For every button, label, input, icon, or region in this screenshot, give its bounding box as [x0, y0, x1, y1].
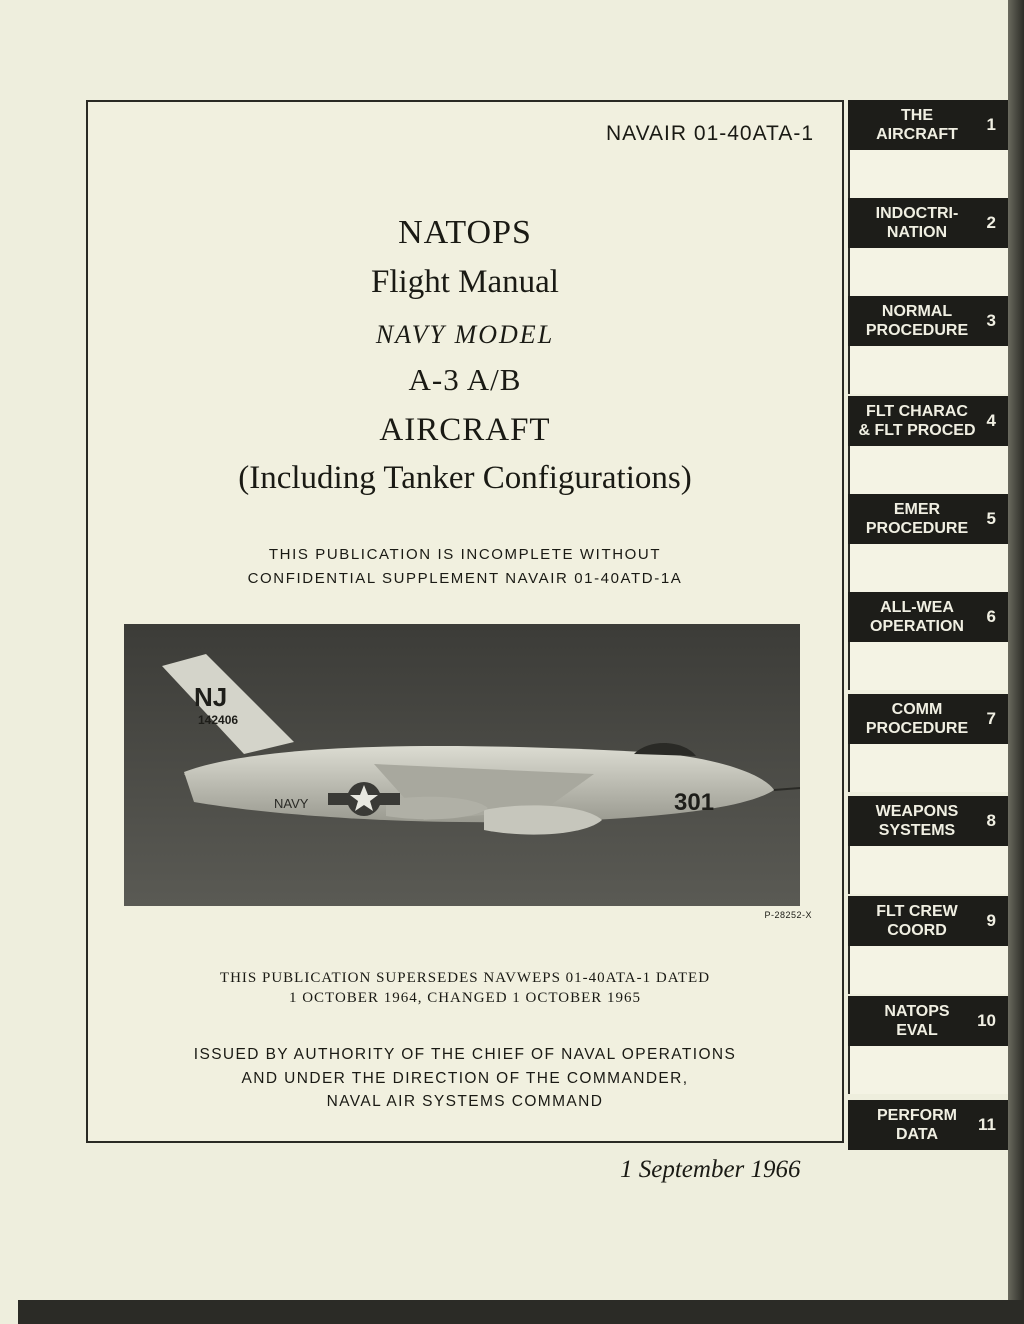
tab-comm-procedure[interactable]: COMM PROCEDURE 7: [848, 694, 1008, 744]
supersedes-line-2: 1 OCTOBER 1964, CHANGED 1 OCTOBER 1965: [288, 990, 642, 1006]
tab-weapons-systems[interactable]: WEAPONS SYSTEMS 8: [848, 796, 1008, 846]
manual-cover: [86, 100, 844, 1143]
tab-the-aircraft[interactable]: THE AIRCRAFT 1: [848, 100, 1008, 150]
aircraft-photo: [124, 624, 800, 906]
title-model-designation: A-3 A/B: [408, 362, 522, 397]
issued-line-3: NAVAL AIR SYSTEMS COMMAND: [326, 1093, 604, 1110]
notice-line-1: THIS PUBLICATION IS INCOMPLETE WITHOUT: [268, 546, 662, 563]
page-edge-right: [1008, 0, 1024, 1324]
document-number: NAVAIR 01-40ATA-1: [605, 122, 814, 145]
title-flight-manual: Flight Manual: [371, 264, 559, 300]
notice-line-2: CONFIDENTIAL SUPPLEMENT NAVAIR 01-40ATD-1A: [247, 570, 683, 587]
tab-performance-data[interactable]: PERFORM DATA 11: [848, 1100, 1008, 1150]
page-edge-bottom: [18, 1300, 1024, 1324]
title-navy-model: NAVY MODEL: [375, 320, 555, 349]
tab-flight-characteristics[interactable]: FLT CHARAC & FLT PROCED 4: [848, 396, 1008, 446]
tab-normal-procedure[interactable]: NORMAL PROCEDURE 3: [848, 296, 1008, 346]
tail-code: NJ: [194, 682, 228, 712]
tab-all-weather-operation[interactable]: ALL-WEA OPERATION 6: [848, 592, 1008, 642]
title-aircraft: AIRCRAFT: [379, 412, 551, 448]
issued-line-1: ISSUED BY AUTHORITY OF THE CHIEF OF NAVAL OPERATIONS: [193, 1046, 737, 1063]
title-subtitle: (Including Tanker Configurations): [238, 460, 692, 496]
publication-date: 1 September 1966: [620, 1156, 801, 1183]
aircraft-illustration: [124, 624, 800, 906]
tab-natops-eval[interactable]: NATOPS EVAL 10: [848, 996, 1008, 1046]
tab-indoctrination[interactable]: INDOCTRI- NATION 2: [848, 198, 1008, 248]
tab-emergency-procedure[interactable]: EMER PROCEDURE 5: [848, 494, 1008, 544]
side-number: 301: [674, 789, 715, 816]
photo-reference: P-28252-X: [764, 910, 812, 920]
issued-line-2: AND UNDER THE DIRECTION OF THE COMMANDER,: [241, 1070, 689, 1087]
title-natops: NATOPS: [398, 214, 532, 251]
tail-serial: 142406: [198, 713, 239, 727]
supersedes-line-1: THIS PUBLICATION SUPERSEDES NAVWEPS 01-40ATA-1 DATED: [219, 970, 711, 986]
tab-flight-crew-coord[interactable]: FLT CREW COORD 9: [848, 896, 1008, 946]
service-marking: NAVY: [274, 796, 309, 811]
